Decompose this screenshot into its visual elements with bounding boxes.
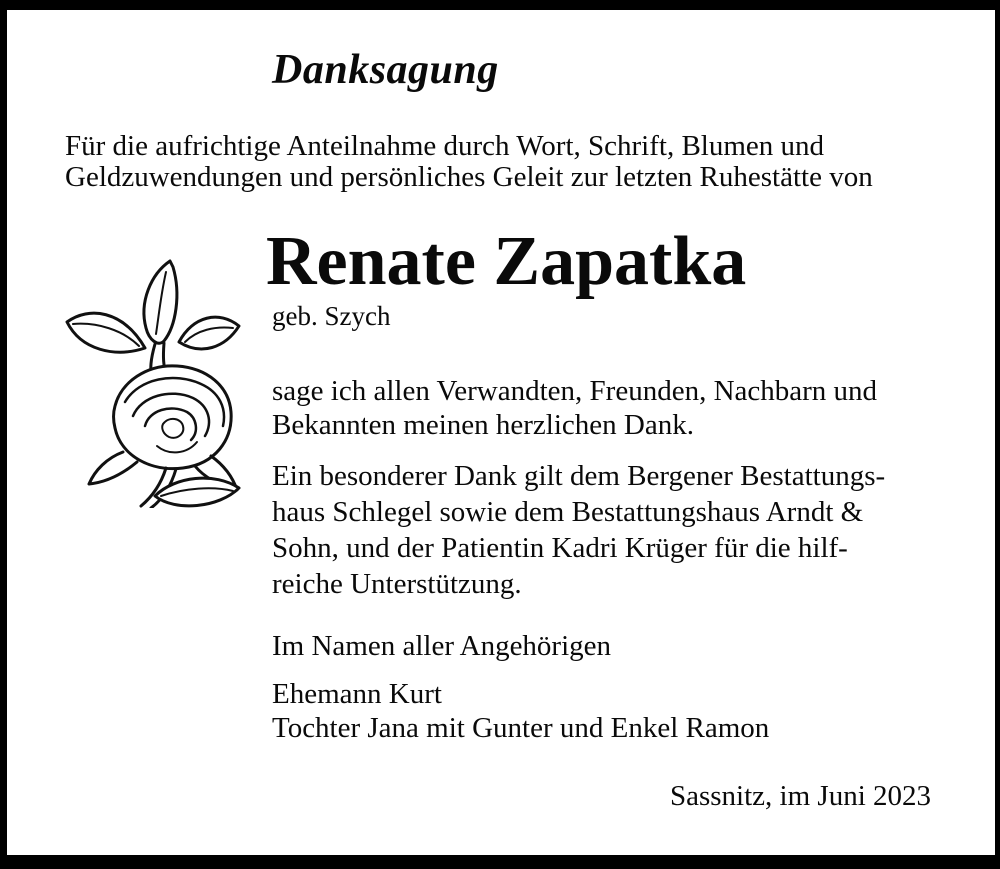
rose-illustration — [63, 258, 243, 508]
intro-text — [65, 131, 873, 193]
special-thanks-line: haus Schlegel sowie dem Bestattungshaus Arndt & — [272, 496, 864, 528]
thanks-line: sage ich allen Verwandten, Freunden, Nachbarn und — [272, 375, 878, 407]
special-thanks-line: reiche Unterstützung. — [272, 568, 522, 600]
mourners-list — [272, 677, 769, 745]
special-thanks-paragraph — [272, 458, 885, 602]
intro-line: Für die aufrichtige Anteilnahme durch Wort, Schrift, Blumen und — [65, 130, 825, 162]
intro-line: Geldzuwendungen und persönliches Geleit zur letzten Ruhestätte von — [65, 161, 873, 193]
special-thanks-line: Ein besonderer Dank gilt dem Bergener Bestattungs- — [272, 460, 886, 492]
maiden-name: geb. Szych — [272, 301, 391, 331]
mourner-line: Ehemann Kurt — [272, 678, 442, 710]
closing-line: Im Namen aller Angehörigen — [272, 630, 612, 662]
rose-icon — [63, 258, 243, 508]
mourner-line: Tochter Jana mit Gunter und Enkel Ramon — [272, 712, 770, 744]
thanks-paragraph — [272, 374, 877, 442]
deceased-name: Renate Zapatka — [266, 223, 747, 300]
thanks-line: Bekannten meinen herzlichen Dank. — [272, 409, 694, 441]
place-date: Sassnitz, im Juni 2023 — [669, 780, 931, 812]
page-title: Danksagung — [272, 47, 499, 93]
special-thanks-line: Sohn, und der Patientin Kadri Krüger für die hilf- — [272, 532, 848, 564]
